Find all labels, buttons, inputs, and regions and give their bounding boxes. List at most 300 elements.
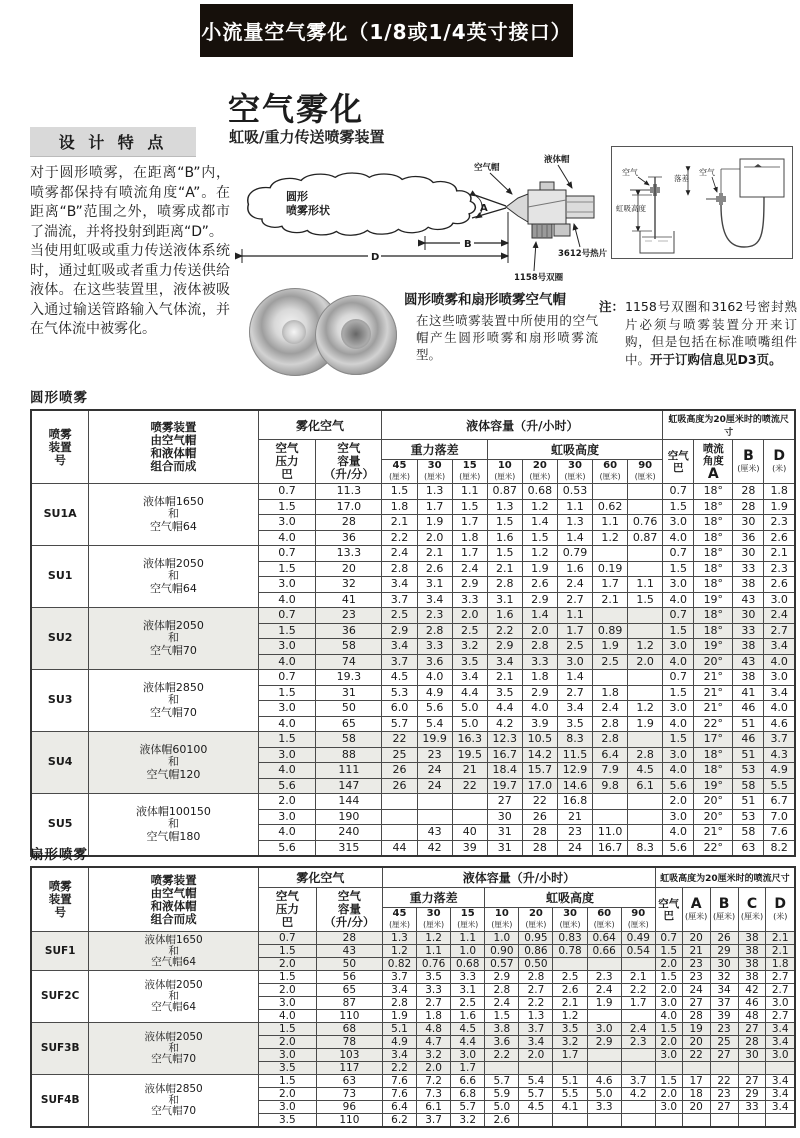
value-cell: 4.5 bbox=[519, 1101, 553, 1114]
value-cell: 4.0 bbox=[663, 654, 694, 670]
value-cell: 43 bbox=[733, 592, 764, 608]
value-cell: 2.5 bbox=[382, 608, 417, 624]
value-cell: 24 bbox=[682, 984, 710, 997]
value-cell: 26 bbox=[382, 763, 417, 779]
cm-col-header: 20 (厘米) bbox=[519, 908, 553, 932]
value-cell: 32 bbox=[710, 971, 738, 984]
value-cell: 3.0 bbox=[587, 1023, 621, 1036]
caps-caption-body: 在这些喷雾装置中所使用的空气帽产生圆形喷雾和扇形喷雾流型。 bbox=[416, 313, 598, 362]
value-cell: 2.2 bbox=[382, 1062, 416, 1075]
value-cell: 3.0 bbox=[258, 997, 316, 1010]
value-cell: 30 bbox=[733, 546, 764, 562]
value-cell bbox=[587, 1049, 621, 1062]
device-combo-cell: 液体帽1650 和 空气帽64 bbox=[89, 484, 258, 546]
value-cell: 6.2 bbox=[382, 1114, 416, 1128]
value-cell: 46 bbox=[733, 701, 764, 717]
value-cell: 2.1 bbox=[766, 932, 795, 945]
value-cell: 2.1 bbox=[766, 945, 795, 958]
value-cell: 3.2 bbox=[417, 1049, 451, 1062]
value-cell: 1.2 bbox=[522, 546, 557, 562]
value-cell: 0.7 bbox=[655, 932, 682, 945]
value-cell: 3.0 bbox=[258, 1049, 316, 1062]
value-cell: 2.4 bbox=[485, 997, 519, 1010]
value-cell: 3.4 bbox=[766, 1088, 795, 1101]
value-cell: 5.6 bbox=[258, 778, 316, 794]
value-cell: 6.1 bbox=[417, 1101, 451, 1114]
spray-dim-col-header: 空气 巴 bbox=[655, 888, 682, 932]
cm-col-header: 60 (厘米) bbox=[593, 460, 628, 484]
value-cell: 0.68 bbox=[451, 958, 485, 971]
spray-dim-col-header: B (厘米) bbox=[733, 440, 764, 484]
value-cell: 4.2 bbox=[621, 1088, 655, 1101]
value-cell: 1.3 bbox=[519, 1010, 553, 1023]
value-cell: 2.8 bbox=[382, 561, 417, 577]
value-cell: 16.7 bbox=[487, 747, 522, 763]
value-cell: 0.82 bbox=[382, 958, 416, 971]
value-cell: 53 bbox=[733, 809, 764, 825]
spray-dim-col-header: D (米) bbox=[764, 440, 795, 484]
value-cell: 7.0 bbox=[764, 809, 795, 825]
table-row bbox=[31, 670, 795, 686]
value-cell: 2.0 bbox=[258, 1036, 316, 1049]
value-cell: 2.1 bbox=[487, 670, 522, 686]
value-cell bbox=[766, 1114, 795, 1128]
value-cell bbox=[628, 825, 663, 841]
value-cell: 0.87 bbox=[487, 484, 522, 500]
value-cell: 1.6 bbox=[487, 608, 522, 624]
value-cell: 16.3 bbox=[452, 732, 487, 748]
value-cell bbox=[382, 794, 417, 810]
value-cell: 58 bbox=[733, 778, 764, 794]
value-cell: 2.0 bbox=[452, 608, 487, 624]
value-cell bbox=[710, 1062, 738, 1075]
air-capacity-header: 空气 容量 （升/分） bbox=[316, 440, 382, 484]
value-cell: 4.9 bbox=[764, 763, 795, 779]
value-cell: 2.1 bbox=[764, 546, 795, 562]
value-cell: 38 bbox=[733, 670, 764, 686]
value-cell: 2.4 bbox=[621, 1023, 655, 1036]
table-row bbox=[31, 608, 795, 624]
value-cell: 1.3 bbox=[417, 484, 452, 500]
page-subtitle: 虹吸/重力传送喷雾装置 bbox=[229, 128, 385, 146]
value-cell: 20° bbox=[694, 794, 733, 810]
value-cell: 0.7 bbox=[258, 608, 316, 624]
value-cell: 27 bbox=[710, 1049, 738, 1062]
value-cell: 2.1 bbox=[593, 592, 628, 608]
spray-diagram bbox=[228, 152, 613, 297]
value-cell: 3.0 bbox=[258, 701, 316, 717]
value-cell: 36 bbox=[733, 530, 764, 546]
value-cell: 18° bbox=[694, 623, 733, 639]
value-cell: 43 bbox=[733, 654, 764, 670]
value-cell: 3.4 bbox=[519, 1036, 553, 1049]
value-cell: 3.2 bbox=[452, 639, 487, 655]
value-cell: 4.3 bbox=[764, 747, 795, 763]
value-cell: 2.8 bbox=[593, 732, 628, 748]
value-cell: 0.49 bbox=[621, 932, 655, 945]
value-cell: 4.8 bbox=[417, 1023, 451, 1036]
value-cell: 1.8 bbox=[593, 685, 628, 701]
value-cell: 12.3 bbox=[487, 732, 522, 748]
value-cell: 3.9 bbox=[522, 716, 557, 732]
value-cell: 2.3 bbox=[587, 971, 621, 984]
value-cell: 4.0 bbox=[522, 701, 557, 717]
value-cell: 1.7 bbox=[621, 997, 655, 1010]
siphon-height-header: 虹吸高度 bbox=[487, 440, 662, 460]
value-cell: 4.7 bbox=[417, 1036, 451, 1049]
value-cell: 1.5 bbox=[663, 732, 694, 748]
value-cell: 22° bbox=[694, 840, 733, 856]
value-cell: 33 bbox=[738, 1101, 766, 1114]
value-cell: 0.62 bbox=[593, 499, 628, 515]
value-cell: 0.90 bbox=[485, 945, 519, 958]
air-pressure-header: 空气 压力 巴 bbox=[258, 440, 316, 484]
value-cell: 28 bbox=[316, 932, 382, 945]
value-cell: 3.0 bbox=[258, 1101, 316, 1114]
value-cell: 4.0 bbox=[258, 654, 316, 670]
value-cell: 31 bbox=[487, 840, 522, 856]
value-cell: 58 bbox=[316, 639, 382, 655]
value-cell: 4.0 bbox=[258, 763, 316, 779]
value-cell: 3.3 bbox=[587, 1101, 621, 1114]
value-cell: 1.0 bbox=[485, 932, 519, 945]
value-cell: 2.5 bbox=[553, 971, 587, 984]
value-cell: 4.0 bbox=[655, 1010, 682, 1023]
value-cell: 17 bbox=[682, 1075, 710, 1088]
value-cell bbox=[587, 1062, 621, 1075]
device-combo-cell: 液体帽100150 和 空气帽180 bbox=[89, 794, 258, 857]
value-cell: 6.0 bbox=[382, 701, 417, 717]
value-cell: 190 bbox=[316, 809, 382, 825]
device-id-cell: SUF3B bbox=[31, 1023, 89, 1075]
value-cell: 5.0 bbox=[485, 1101, 519, 1114]
value-cell: 46 bbox=[738, 997, 766, 1010]
table-row bbox=[31, 1023, 795, 1036]
value-cell: 1.7 bbox=[557, 623, 592, 639]
value-cell: 2.9 bbox=[587, 1036, 621, 1049]
design-features-heading: 设 计 特 点 bbox=[30, 127, 196, 157]
value-cell: 2.9 bbox=[522, 685, 557, 701]
value-cell: 3.0 bbox=[258, 747, 316, 763]
value-cell bbox=[628, 561, 663, 577]
value-cell: 1.8 bbox=[382, 499, 417, 515]
value-cell: 1.5 bbox=[258, 1075, 316, 1088]
value-cell: 0.7 bbox=[663, 608, 694, 624]
device-id-cell: SU1 bbox=[31, 546, 89, 608]
siphon-diagram bbox=[612, 147, 792, 258]
value-cell: 14.6 bbox=[557, 778, 592, 794]
value-cell: 0.76 bbox=[417, 958, 451, 971]
value-cell: 1.5 bbox=[258, 561, 316, 577]
cm-col-header: 10 (厘米) bbox=[485, 908, 519, 932]
combo-col-header: 喷雾装置 由空气帽 和液体帽 组合而成 bbox=[89, 410, 258, 484]
value-cell: 3.0 bbox=[764, 670, 795, 686]
value-cell: 2.8 bbox=[519, 971, 553, 984]
value-cell: 1.5 bbox=[485, 1010, 519, 1023]
value-cell: 2.7 bbox=[766, 971, 795, 984]
value-cell: 4.5 bbox=[451, 1023, 485, 1036]
value-cell: 23 bbox=[557, 825, 592, 841]
value-cell: 3.0 bbox=[663, 701, 694, 717]
value-cell: 22° bbox=[694, 716, 733, 732]
value-cell: 1.1 bbox=[451, 932, 485, 945]
value-cell: 5.7 bbox=[485, 1075, 519, 1088]
value-cell: 2.9 bbox=[487, 639, 522, 655]
value-cell: 110 bbox=[316, 1010, 382, 1023]
value-cell: 2.8 bbox=[417, 623, 452, 639]
spray-dim-col-header: C (厘米) bbox=[738, 888, 766, 932]
value-cell: 38 bbox=[733, 639, 764, 655]
design-features-text bbox=[30, 164, 230, 340]
value-cell: 51 bbox=[733, 794, 764, 810]
value-cell: 3.0 bbox=[655, 1049, 682, 1062]
value-cell: 4.0 bbox=[663, 716, 694, 732]
value-cell: 19 bbox=[682, 1023, 710, 1036]
value-cell: 1.9 bbox=[628, 716, 663, 732]
value-cell: 41 bbox=[316, 592, 382, 608]
device-combo-cell: 液体帽1650 和 空气帽64 bbox=[89, 932, 259, 971]
value-cell: 3.0 bbox=[655, 997, 682, 1010]
heat-plate-label: 3612号热片 bbox=[558, 249, 608, 259]
value-cell: 1.5 bbox=[487, 515, 522, 531]
cloud-label-line1: 圆形 bbox=[286, 190, 308, 203]
value-cell: 1.9 bbox=[764, 499, 795, 515]
value-cell: 5.1 bbox=[382, 1023, 416, 1036]
value-cell: 2.1 bbox=[382, 515, 417, 531]
value-cell bbox=[593, 484, 628, 500]
value-cell: 2.9 bbox=[452, 577, 487, 593]
value-cell: 18° bbox=[694, 608, 733, 624]
value-cell bbox=[587, 958, 621, 971]
round-spray-title: 圆形喷雾 bbox=[30, 390, 88, 406]
value-cell: 1.1 bbox=[417, 945, 451, 958]
value-cell: 1.4 bbox=[557, 530, 592, 546]
value-cell: 0.87 bbox=[628, 530, 663, 546]
value-cell bbox=[628, 499, 663, 515]
value-cell: 2.3 bbox=[764, 561, 795, 577]
value-cell: 1.2 bbox=[522, 499, 557, 515]
value-cell: 1.5 bbox=[382, 484, 417, 500]
value-cell: 1.8 bbox=[766, 958, 795, 971]
device-combo-cell: 液体帽60100 和 空气帽120 bbox=[89, 732, 258, 794]
device-id-cell: SU2 bbox=[31, 608, 89, 670]
value-cell bbox=[417, 794, 452, 810]
value-cell: 2.0 bbox=[522, 623, 557, 639]
value-cell: 3.7 bbox=[519, 1023, 553, 1036]
value-cell: 3.0 bbox=[451, 1049, 485, 1062]
value-cell: 5.3 bbox=[382, 685, 417, 701]
value-cell: 4.0 bbox=[663, 825, 694, 841]
value-cell: 5.5 bbox=[764, 778, 795, 794]
value-cell bbox=[452, 794, 487, 810]
design-paragraph-2: 当使用虹吸或重力传送液体系统时，通过虹吸或者重力传送供给液体。在这些装置里，液体被吸入通过输送管路输入气体流，并在气体流中被雾化。 bbox=[30, 243, 230, 337]
value-cell: 0.7 bbox=[663, 484, 694, 500]
value-cell: 20 bbox=[682, 932, 710, 945]
value-cell: 25 bbox=[382, 747, 417, 763]
value-cell: 21 bbox=[557, 809, 592, 825]
value-cell: 1.5 bbox=[655, 971, 682, 984]
gravity-drop-header: 重力落差 bbox=[382, 888, 484, 908]
value-cell bbox=[655, 1114, 682, 1128]
value-cell bbox=[553, 1114, 587, 1128]
value-cell: 3.0 bbox=[663, 809, 694, 825]
dim-a-label: A bbox=[480, 203, 488, 214]
value-cell: 21° bbox=[694, 670, 733, 686]
atomizing-air-header: 雾化空气 bbox=[258, 867, 382, 888]
device-combo-cell: 液体帽2050 和 空气帽64 bbox=[89, 546, 258, 608]
cm-col-header: 15 (厘米) bbox=[452, 460, 487, 484]
value-cell: 1.7 bbox=[553, 1049, 587, 1062]
value-cell: 42 bbox=[417, 840, 452, 856]
value-cell: 68 bbox=[316, 1023, 382, 1036]
value-cell: 22 bbox=[452, 778, 487, 794]
value-cell: 3.4 bbox=[382, 577, 417, 593]
spray-dim-col-header: 空气 巴 bbox=[663, 440, 694, 484]
value-cell: 8.2 bbox=[764, 840, 795, 856]
value-cell: 30 bbox=[733, 515, 764, 531]
cm-col-header: 10 (厘米) bbox=[487, 460, 522, 484]
spray-dim-col-header: 喷流 角度 A bbox=[694, 440, 733, 484]
value-cell bbox=[621, 1114, 655, 1128]
value-cell: 2.7 bbox=[766, 984, 795, 997]
value-cell: 28 bbox=[316, 515, 382, 531]
value-cell: 73 bbox=[316, 1088, 382, 1101]
value-cell: 4.9 bbox=[382, 1036, 416, 1049]
value-cell: 8.3 bbox=[557, 732, 592, 748]
value-cell: 2.8 bbox=[593, 716, 628, 732]
nozzle-drawing bbox=[506, 182, 594, 238]
value-cell bbox=[519, 1062, 553, 1075]
value-cell: 16.7 bbox=[593, 840, 628, 856]
atomizing-air-header: 雾化空气 bbox=[258, 410, 382, 440]
value-cell: 2.0 bbox=[258, 984, 316, 997]
air-capacity-header: 空气 容量 （升/分） bbox=[316, 888, 382, 932]
value-cell: 14.2 bbox=[522, 747, 557, 763]
value-cell: 0.83 bbox=[553, 932, 587, 945]
value-cell: 46 bbox=[733, 732, 764, 748]
value-cell: 3.4 bbox=[487, 654, 522, 670]
value-cell: 2.0 bbox=[258, 958, 316, 971]
value-cell: 0.76 bbox=[628, 515, 663, 531]
value-cell: 1.4 bbox=[522, 608, 557, 624]
cloud-label-line2: 喷雾形状 bbox=[286, 204, 330, 217]
value-cell: 1.5 bbox=[628, 592, 663, 608]
value-cell: 18° bbox=[694, 561, 733, 577]
value-cell: 1.5 bbox=[663, 623, 694, 639]
value-cell: 7.6 bbox=[764, 825, 795, 841]
value-cell: 3.7 bbox=[621, 1075, 655, 1088]
value-cell: 38 bbox=[738, 971, 766, 984]
spray-dim-col-header: A (厘米) bbox=[682, 888, 710, 932]
value-cell: 2.7 bbox=[764, 623, 795, 639]
value-cell: 2.3 bbox=[621, 1036, 655, 1049]
value-cell: 96 bbox=[316, 1101, 382, 1114]
value-cell: 33 bbox=[733, 561, 764, 577]
value-cell: 3.0 bbox=[258, 515, 316, 531]
value-cell: 4.6 bbox=[764, 716, 795, 732]
value-cell: 3.0 bbox=[663, 577, 694, 593]
device-combo-cell: 液体帽2850 和 空气帽70 bbox=[89, 670, 258, 732]
air-cap-label: 空气帽 bbox=[474, 163, 500, 173]
value-cell: 1.3 bbox=[557, 515, 592, 531]
value-cell: 25 bbox=[710, 1036, 738, 1049]
value-cell: 1.5 bbox=[655, 1023, 682, 1036]
value-cell: 36 bbox=[316, 530, 382, 546]
value-cell: 1.5 bbox=[663, 685, 694, 701]
value-cell: 2.7 bbox=[557, 685, 592, 701]
value-cell bbox=[587, 1114, 621, 1128]
device-id-cell: SU5 bbox=[31, 794, 89, 857]
order-note bbox=[599, 298, 797, 368]
value-cell: 3.4 bbox=[382, 984, 416, 997]
gravity-drop-header: 重力落差 bbox=[382, 440, 487, 460]
value-cell: 2.7 bbox=[766, 1010, 795, 1023]
value-cell: 1.5 bbox=[258, 499, 316, 515]
siphon-diagram-box bbox=[611, 146, 793, 259]
value-cell: 24 bbox=[417, 778, 452, 794]
value-cell: 2.9 bbox=[382, 623, 417, 639]
value-cell: 0.50 bbox=[519, 958, 553, 971]
value-cell bbox=[519, 1114, 553, 1128]
value-cell: 3.0 bbox=[663, 747, 694, 763]
value-cell: 31 bbox=[487, 825, 522, 841]
value-cell: 3.7 bbox=[382, 592, 417, 608]
value-cell bbox=[655, 1062, 682, 1075]
value-cell: 88 bbox=[316, 747, 382, 763]
value-cell: 18° bbox=[694, 515, 733, 531]
value-cell: 2.7 bbox=[519, 984, 553, 997]
value-cell: 4.0 bbox=[764, 701, 795, 717]
value-cell: 1.7 bbox=[593, 577, 628, 593]
cm-col-header: 30 (厘米) bbox=[553, 908, 587, 932]
value-cell: 3.4 bbox=[764, 639, 795, 655]
value-cell: 2.5 bbox=[452, 623, 487, 639]
air-pressure-header: 空气 压力 巴 bbox=[258, 888, 316, 932]
value-cell: 78 bbox=[316, 1036, 382, 1049]
value-cell: 5.5 bbox=[553, 1088, 587, 1101]
value-cell: 19° bbox=[694, 639, 733, 655]
value-cell: 2.3 bbox=[417, 608, 452, 624]
value-cell: 2.9 bbox=[485, 971, 519, 984]
value-cell: 63 bbox=[316, 1075, 382, 1088]
design-paragraph-1: 对于圆形喷雾，在距离“B”内，喷雾都保持有喷流角度“A”。在距离“B”范围之外，喷雾成都市了湍流，并将投射到距离“D”。 bbox=[30, 165, 230, 240]
value-cell: 48 bbox=[738, 1010, 766, 1023]
value-cell: 31 bbox=[316, 685, 382, 701]
value-cell: 4.0 bbox=[417, 670, 452, 686]
value-cell: 18° bbox=[694, 484, 733, 500]
value-cell: 4.2 bbox=[487, 716, 522, 732]
value-cell: 11.0 bbox=[593, 825, 628, 841]
value-cell: 117 bbox=[316, 1062, 382, 1075]
value-cell: 1.2 bbox=[382, 945, 416, 958]
value-cell: 3.0 bbox=[663, 515, 694, 531]
note-body: 1158号双圈和3162号密封熟片必须与喷雾装置分开来订购，但是包括在标准喷嘴组件中。 bbox=[625, 299, 797, 367]
device-col-header: 喷雾 装置 号 bbox=[31, 867, 89, 932]
table-row bbox=[31, 932, 795, 945]
value-cell: 3.4 bbox=[557, 701, 592, 717]
value-cell: 4.0 bbox=[764, 654, 795, 670]
value-cell: 5.0 bbox=[587, 1088, 621, 1101]
cm-col-header: 60 (厘米) bbox=[587, 908, 621, 932]
value-cell: 3.8 bbox=[485, 1023, 519, 1036]
value-cell: 5.6 bbox=[663, 778, 694, 794]
value-cell: 7.2 bbox=[417, 1075, 451, 1088]
value-cell: 4.5 bbox=[382, 670, 417, 686]
side-air-label-2: 空气 bbox=[699, 168, 715, 177]
value-cell: 1.8 bbox=[452, 530, 487, 546]
spray-cloud-shape bbox=[248, 173, 476, 235]
cm-col-header: 15 (厘米) bbox=[451, 908, 485, 932]
